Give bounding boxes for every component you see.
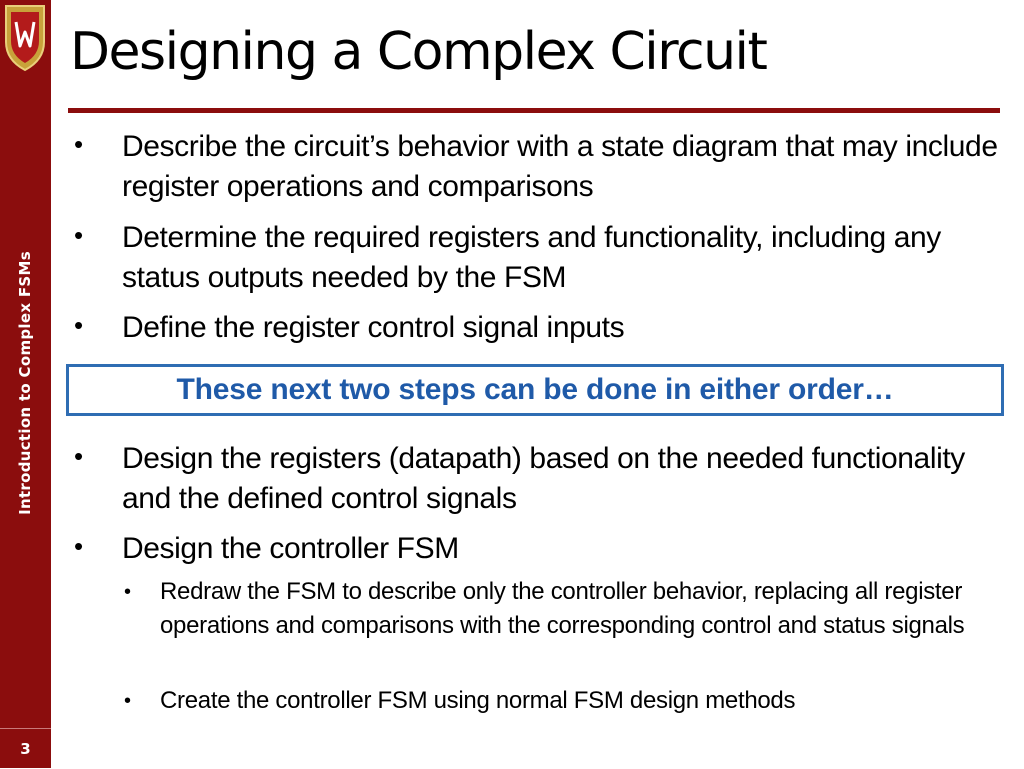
sub-bullet-dot: •: [124, 581, 132, 603]
callout-box: These next two steps can be done in either order…: [66, 364, 1004, 416]
bullet-text: Design the registers (datapath) based on the needed functionality and the defined control signals: [122, 442, 965, 515]
bullet-text: Determine the required registers and functionality, including any status outputs needed by the FSM: [122, 221, 941, 294]
bullet-text: Define the register control signal inputs: [122, 311, 625, 344]
bullet-dot: •: [74, 129, 84, 159]
sidebar-label: Introduction to Complex FSMs: [16, 251, 34, 515]
bullet-dot: •: [74, 531, 84, 561]
bullet-text: Design the controller FSM: [122, 532, 459, 565]
sub-bullet-dot: •: [124, 690, 132, 712]
bullet-dot: •: [74, 310, 84, 340]
sub-bullet-text: Create the controller FSM using normal FSM design methods: [160, 687, 796, 714]
bullet-text: Describe the circuit’s behavior with a state diagram that may include register operations and comparisons: [122, 130, 998, 203]
sub-bullet-text: Redraw the FSM to describe only the controller behavior, replacing all register operations and comparisons with the corresponding control and status signals: [160, 578, 965, 639]
slide-title: Designing a Complex Circuit: [70, 22, 767, 82]
title-divider: [68, 108, 1000, 113]
sidebar: [0, 0, 51, 768]
university-crest-logo: [2, 2, 48, 72]
bullet-dot: •: [74, 441, 84, 471]
bullet-dot: •: [74, 220, 84, 250]
page-number: 3: [0, 728, 51, 769]
